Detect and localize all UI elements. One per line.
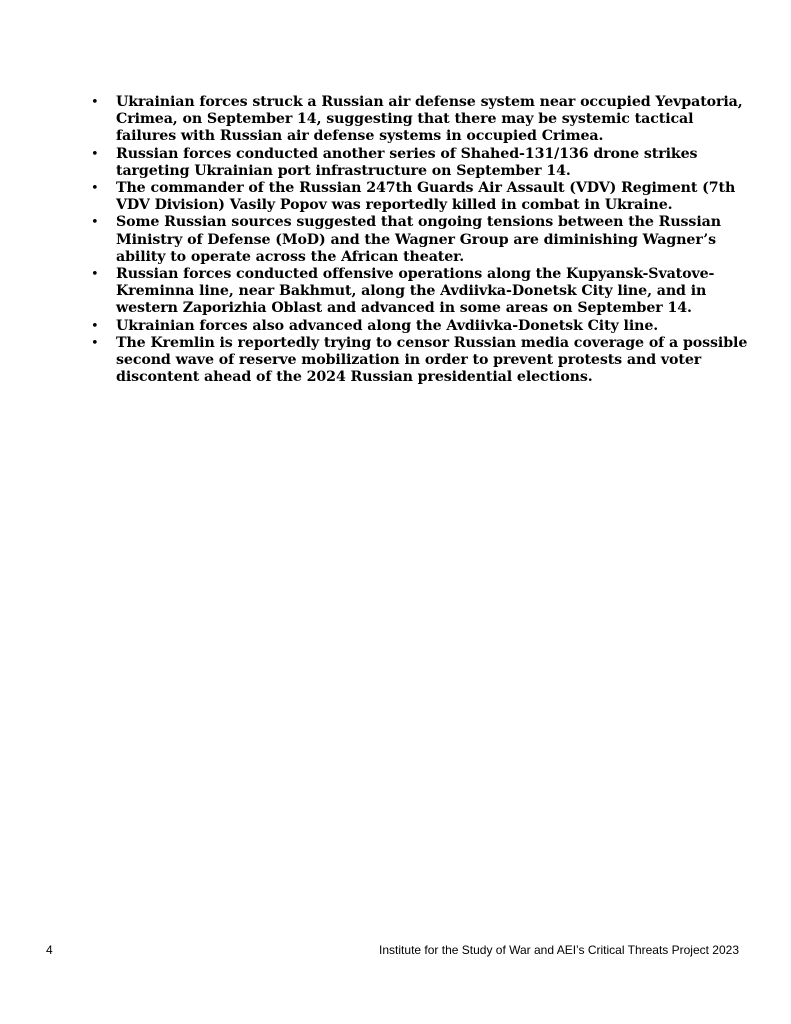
bullet-icon: • [91,95,99,110]
list-item [88,266,748,318]
list-item [88,146,748,180]
list-item [88,335,748,387]
list-item-text: The commander of the Russian 247th Guards Air Assault (VDV) Regiment (7th VDV Division) Vasily Popov was reportedly killed in combat in Ukraine. [116,180,736,214]
bullet-icon: • [91,146,99,162]
bullet-icon: • [91,267,99,283]
list-item [88,318,748,335]
list-item-text: Ukrainian forces struck a Russian air defense system near occupied Yevpatoria, Crimea, on September 14, suggesting that there may be systemic tactical failures with Russian air defense systems in occupied Crimea. [116,94,743,145]
list-item-text: Some Russian sources suggested that ongoing tensions between the Russian Ministry of Defense (MoD) and the Wagner Group are diminishing Wagner’s ability to operate across the African theater. [116,214,721,265]
list-item [88,214,748,266]
footer-credit: Institute for the Study of War and AEI’s Critical Threats Project 2023 [379,943,739,957]
page-number: 4 [46,943,53,957]
list-item-text: Russian forces conducted offensive operations along the Kupyansk-Svatove-Kreminna line, near Bakhmut, along the Avdiivka-Donetsk City line, and in western Zaporizhia Oblast and advanced in some areas on September 14. [116,266,715,317]
bullet-icon: • [91,215,99,231]
list-item-text: Russian forces conducted another series of Shahed-131/136 drone strikes targeting Ukrainian port infrastructure on September 14. [116,145,698,179]
bullet-icon: • [91,335,99,351]
key-takeaways-list [88,94,748,386]
bullet-icon: • [91,181,99,197]
list-item [88,180,748,214]
list-item-text: Ukrainian forces also advanced along the Avdiivka-Donetsk City line. [116,317,659,334]
bullet-icon: • [91,318,99,334]
list-item [88,94,748,146]
page-footer [46,943,739,961]
list-item-text: The Kremlin is reportedly trying to censor Russian media coverage of a possible second wave of reserve mobilization in order to prevent protests and voter discontent ahead of the 2024 Russian presidential elections. [116,334,748,386]
